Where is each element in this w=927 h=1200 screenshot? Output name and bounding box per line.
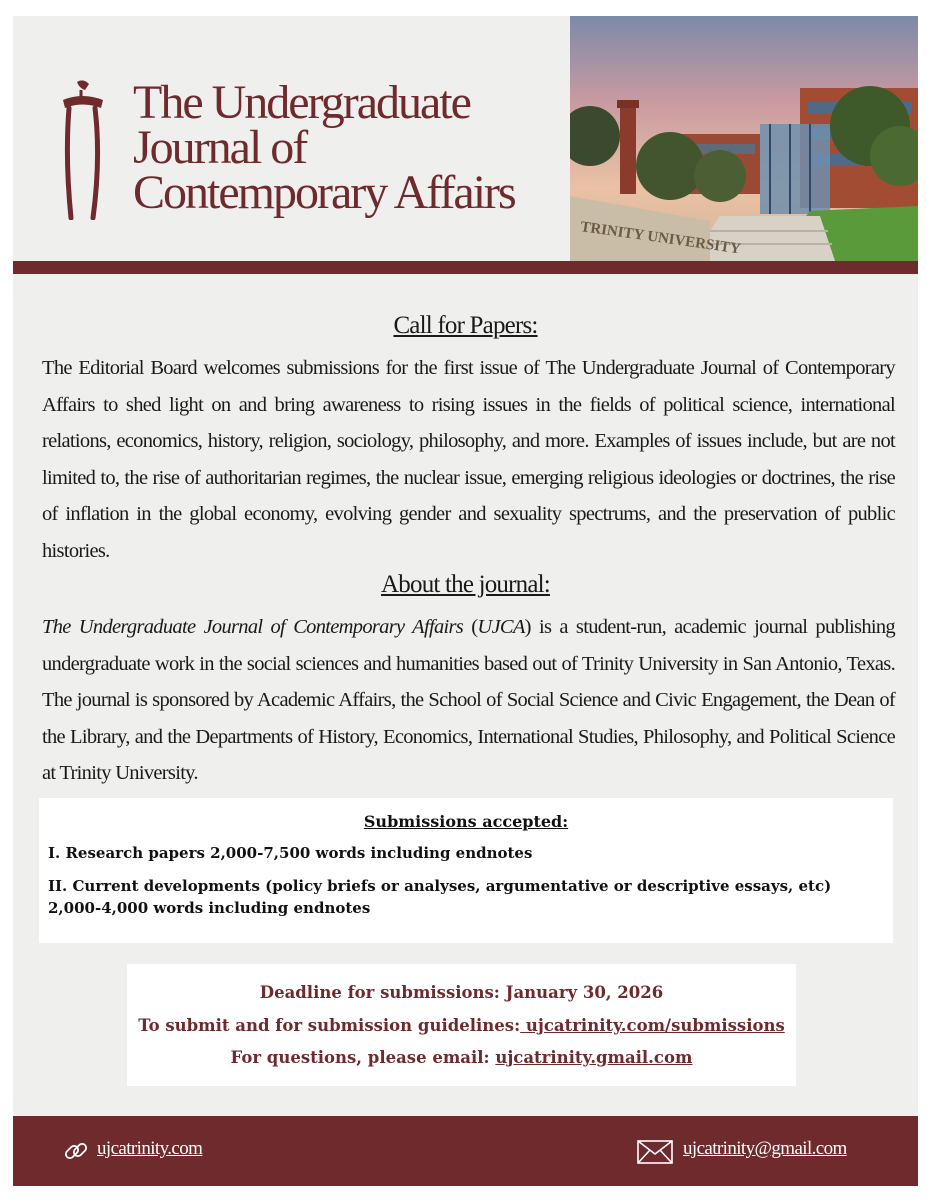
about-text — [42, 609, 895, 792]
title-line-3: Contemporary Affairs — [133, 166, 515, 219]
header-divider — [13, 261, 918, 274]
journal-abbrev: UJCA — [477, 616, 525, 638]
submissions-link[interactable]: ujcatrinity.com/submissions — [520, 1016, 785, 1035]
title-line-2: Journal of — [133, 121, 307, 174]
submissions-box — [39, 798, 893, 943]
footer-email-link[interactable]: ujcatrinity@gmail.com — [683, 1138, 847, 1159]
guidelines-line — [127, 1016, 796, 1035]
questions-email-link[interactable]: ujcatrinity.gmail.com — [495, 1048, 693, 1067]
submission-item-1: I. Research papers 2,000-7,500 words including endnotes — [48, 844, 533, 862]
journal-title — [133, 76, 573, 219]
questions-line — [127, 1048, 796, 1067]
about-heading: About the journal: — [381, 571, 550, 598]
link-icon — [63, 1138, 89, 1164]
guidelines-label: To submit and for submission guidelines: — [138, 1016, 521, 1035]
photo-sign-text: TRINITY UNIVERSITY — [579, 219, 742, 258]
call-for-papers-heading: Call for Papers: — [393, 312, 538, 339]
open-paren: ( — [463, 616, 478, 638]
submissions-title: Submissions accepted: — [363, 812, 569, 831]
footer — [13, 1116, 918, 1186]
footer-website-link[interactable]: ujcatrinity.com — [97, 1138, 203, 1159]
call-for-papers-text: The Editorial Board welcomes submissions for the first issue of The Undergraduate Journal of Contemporary Affairs to shed light on and bring awareness to rising issues in the fields of political science, international relations, economics, history, religion, sociology, philosophy, and more. Examples of issues include, but are not limited to, the rise of authoritarian regimes, the nuclear issue, emerging religious ideologies or doctrines, the rise of inflation in the global economy, evolving gender and sexuality spectrums, and the preservation of public histories. — [42, 357, 895, 562]
pillar-quill-icon — [57, 78, 107, 220]
envelope-icon — [637, 1140, 673, 1164]
about-body: ) is a student-run, academic journal publishing undergraduate work in the social sciences and humanities based out of Trinity University in San Antonio, Texas. The journal is sponsored by Academic Affairs, the School of Social Science and Civic Engagement, the Dean of the Library, and the Departments of History, Economics, International Studies, Philosophy, and Political Science at Trinity University. — [42, 616, 895, 784]
deadline-box — [127, 964, 796, 1086]
campus-photo — [570, 16, 918, 261]
questions-label: For questions, please email: — [230, 1048, 496, 1067]
deadline-text: Deadline for submissions: January 30, 2026 — [259, 983, 664, 1002]
flyer — [13, 16, 918, 1186]
submission-item-2: II. Current developments (policy briefs or analyses, argumentative or descriptive essays, etc) 2,000-4,000 words including endnotes — [48, 877, 832, 917]
journal-name: The Undergraduate Journal of Contemporary Affairs — [42, 616, 464, 638]
title-line-1: The Undergraduate — [133, 76, 470, 129]
